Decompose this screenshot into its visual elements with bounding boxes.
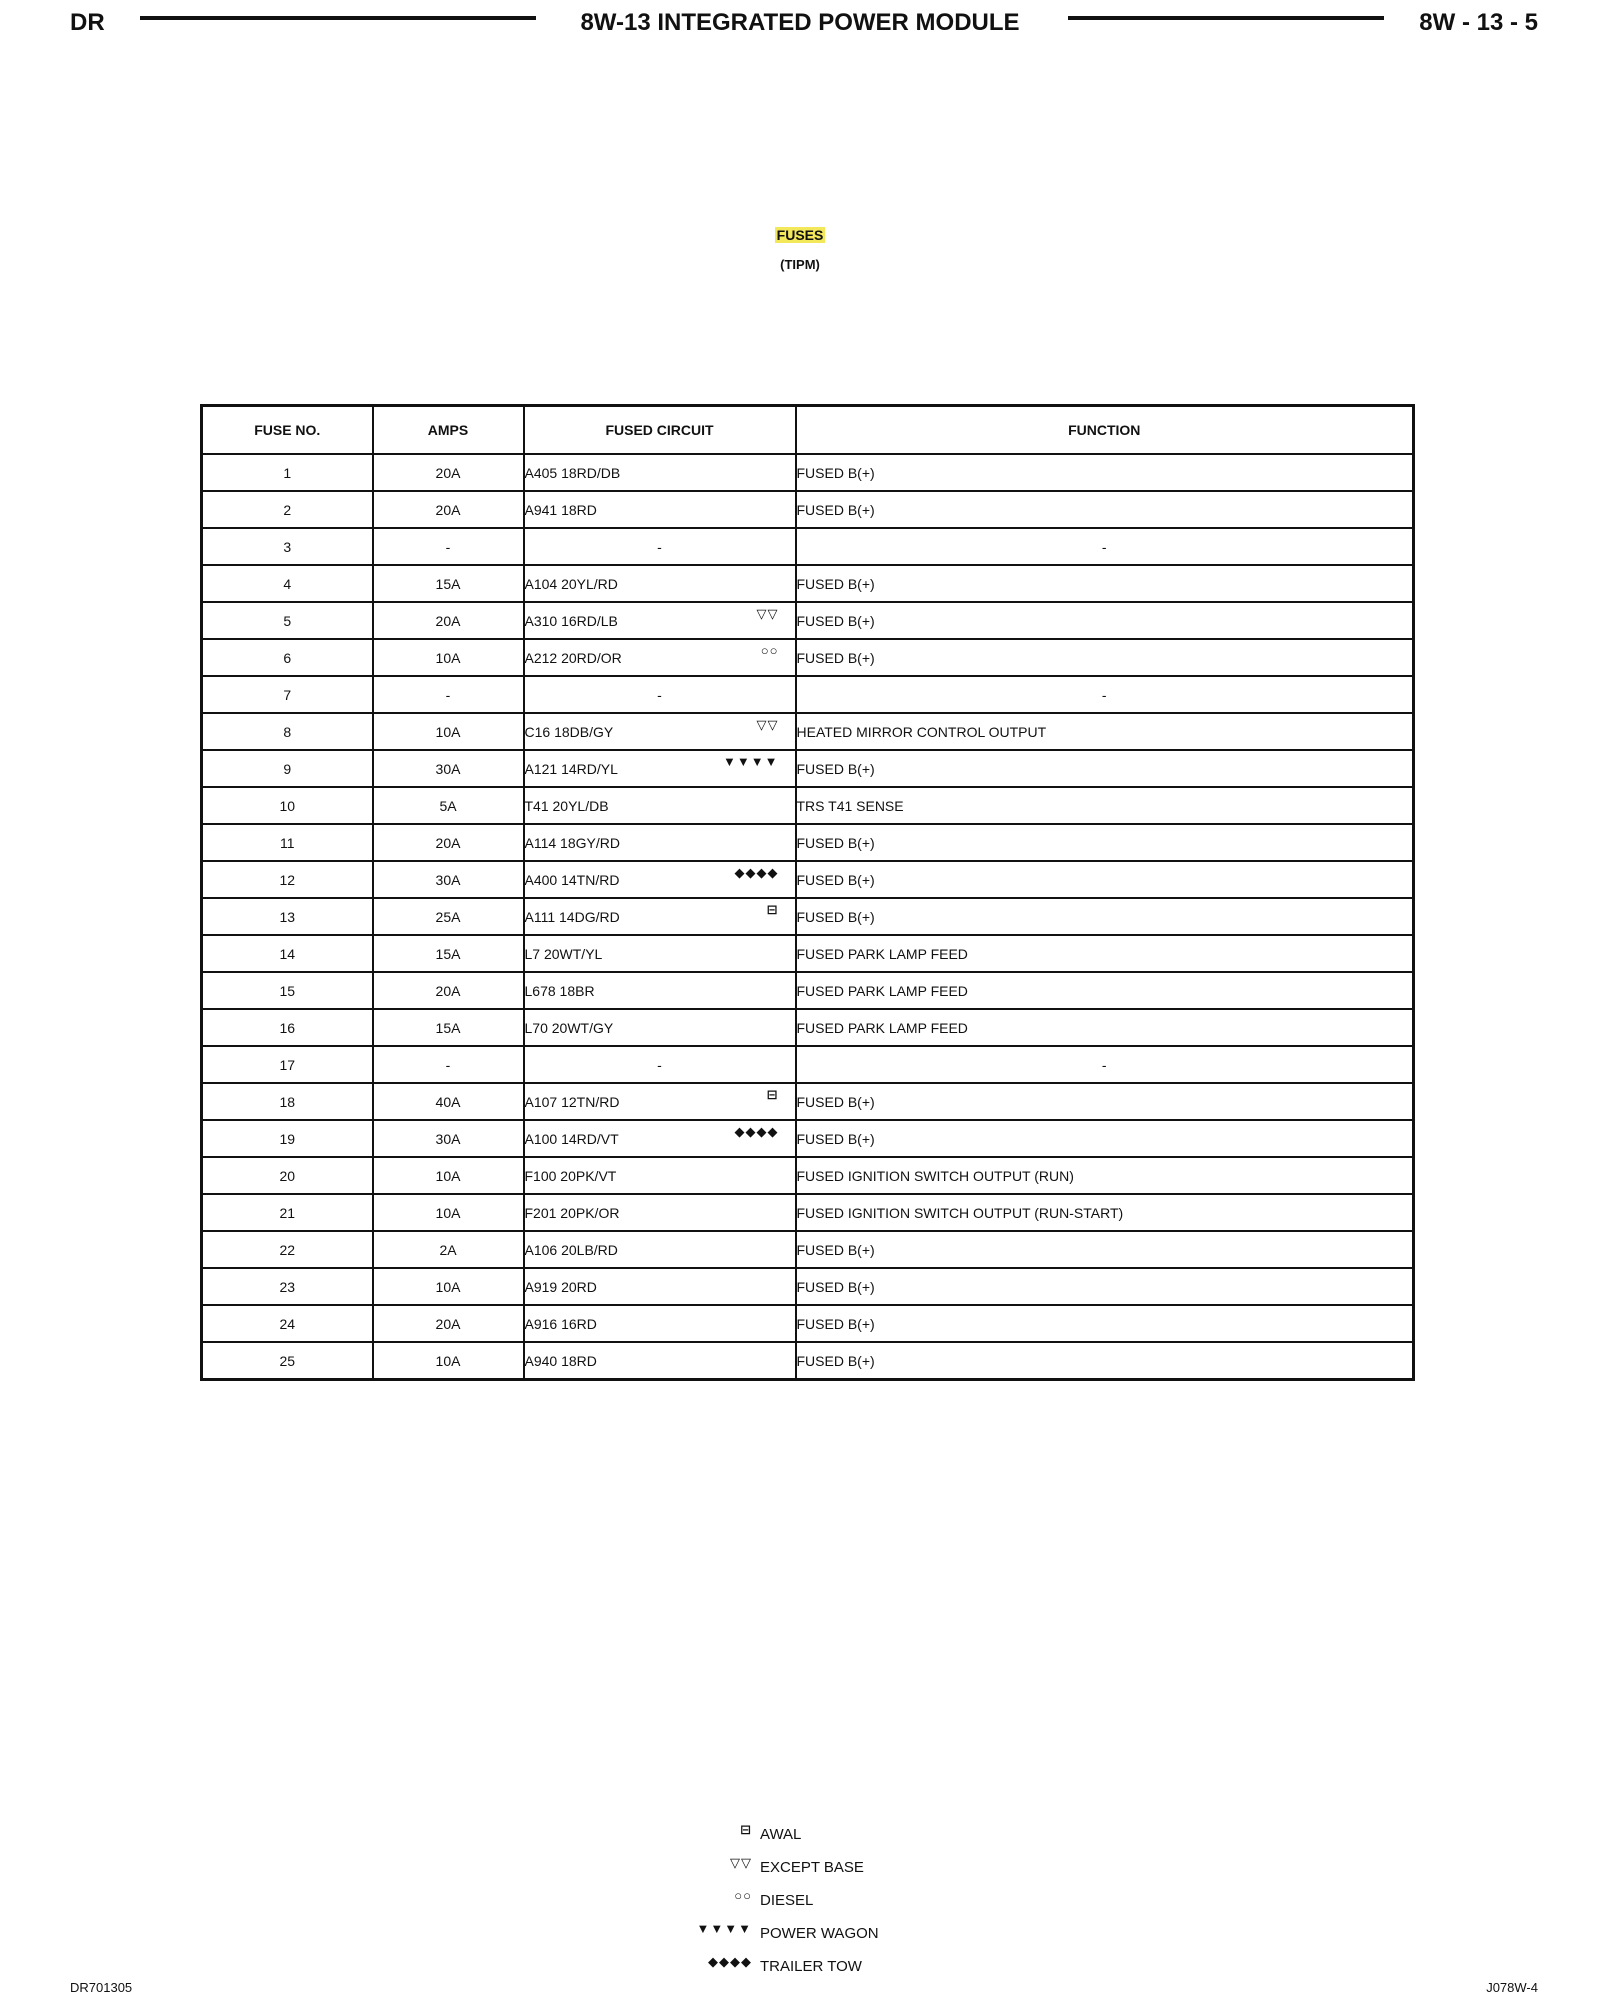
- cell-fuse-no: 9: [202, 750, 373, 787]
- circuit-code: A121 14RD/YL: [524, 760, 618, 777]
- cell-fuse-no: 10: [202, 787, 373, 824]
- table-row: [202, 750, 1414, 787]
- cell-fused-circuit: [524, 1194, 796, 1231]
- legend-label: POWER WAGON: [760, 1925, 879, 1942]
- cell-amps: 20A: [373, 824, 524, 861]
- cell-fuse-no: 18: [202, 1083, 373, 1120]
- cell-function: FUSED B(+): [796, 1231, 1414, 1268]
- cell-function: -: [796, 1046, 1414, 1083]
- cell-fused-circuit: [524, 898, 796, 935]
- cell-fused-circuit: [524, 750, 796, 787]
- cell-fuse-no: 21: [202, 1194, 373, 1231]
- table-row: [202, 861, 1414, 898]
- table-row: [202, 1305, 1414, 1342]
- cell-fuse-no: 19: [202, 1120, 373, 1157]
- option-symbol-icon: ⊟: [766, 1087, 779, 1102]
- circuit-code: A104 20YL/RD: [524, 575, 618, 592]
- cell-function: FUSED B(+): [796, 1342, 1414, 1380]
- cell-function: FUSED B(+): [796, 491, 1414, 528]
- cell-amps: 10A: [373, 639, 524, 676]
- circuit-code: -: [657, 686, 662, 703]
- header-section-code: DR: [70, 9, 105, 36]
- circuit-code: A310 16RD/LB: [524, 612, 618, 629]
- footer-document-id: DR701305: [70, 1980, 133, 1995]
- circuit-code: -: [657, 1056, 662, 1073]
- cell-function: FUSED B(+): [796, 750, 1414, 787]
- circuit-code: A941 18RD: [524, 501, 597, 518]
- cell-fuse-no: 12: [202, 861, 373, 898]
- table-row: [202, 1342, 1414, 1380]
- circuit-code: A212 20RD/OR: [524, 649, 622, 666]
- column-header-function: FUNCTION: [796, 406, 1414, 455]
- circuit-code: A107 12TN/RD: [524, 1093, 620, 1110]
- cell-fuse-no: 2: [202, 491, 373, 528]
- circuit-code: A940 18RD: [524, 1352, 597, 1369]
- cell-fused-circuit: [524, 454, 796, 491]
- cell-fused-circuit: [524, 1268, 796, 1305]
- page-number: 8W - 13 - 5: [1419, 9, 1538, 36]
- cell-amps: 10A: [373, 1194, 524, 1231]
- cell-fused-circuit: [524, 639, 796, 676]
- cell-fused-circuit: [524, 824, 796, 861]
- table-row: [202, 713, 1414, 750]
- cell-fuse-no: 22: [202, 1231, 373, 1268]
- cell-amps: 40A: [373, 1083, 524, 1120]
- cell-amps: -: [373, 676, 524, 713]
- table-row: [202, 787, 1414, 824]
- cell-function: FUSED B(+): [796, 861, 1414, 898]
- circuit-code: A919 20RD: [524, 1278, 597, 1295]
- cell-function: FUSED PARK LAMP FEED: [796, 935, 1414, 972]
- header-rule-right: [1068, 16, 1384, 20]
- table-row: [202, 1194, 1414, 1231]
- cell-fused-circuit: [524, 861, 796, 898]
- circuit-code: A916 16RD: [524, 1315, 597, 1332]
- cell-fuse-no: 3: [202, 528, 373, 565]
- cell-amps: -: [373, 1046, 524, 1083]
- table-header-row: [202, 406, 1414, 455]
- cell-amps: 30A: [373, 861, 524, 898]
- fuse-table: [200, 404, 1415, 1381]
- cell-amps: 20A: [373, 972, 524, 1009]
- cell-function: FUSED B(+): [796, 1268, 1414, 1305]
- circuit-code: F100 20PK/VT: [524, 1167, 617, 1184]
- cell-amps: -: [373, 528, 524, 565]
- table-row: [202, 1009, 1414, 1046]
- table-row: [202, 1231, 1414, 1268]
- cell-fused-circuit: [524, 528, 796, 565]
- table-row: [202, 602, 1414, 639]
- cell-amps: 30A: [373, 750, 524, 787]
- circuit-code: F201 20PK/OR: [524, 1204, 620, 1221]
- column-header-amps: AMPS: [373, 406, 524, 455]
- cell-fused-circuit: [524, 565, 796, 602]
- cell-fused-circuit: [524, 1305, 796, 1342]
- table-row: [202, 972, 1414, 1009]
- cell-function: FUSED B(+): [796, 1083, 1414, 1120]
- cell-fuse-no: 7: [202, 676, 373, 713]
- section-title: [0, 226, 1600, 244]
- cell-amps: 25A: [373, 898, 524, 935]
- cell-fused-circuit: [524, 972, 796, 1009]
- cell-amps: 10A: [373, 1268, 524, 1305]
- cell-amps: 20A: [373, 454, 524, 491]
- cell-amps: 10A: [373, 1342, 524, 1380]
- table-row: [202, 528, 1414, 565]
- cell-amps: 10A: [373, 1157, 524, 1194]
- column-header-fuse-no: FUSE NO.: [202, 406, 373, 455]
- option-symbol-icon: ▽▽: [756, 606, 779, 621]
- cell-amps: 15A: [373, 1009, 524, 1046]
- table-row: [202, 1120, 1414, 1157]
- circuit-code: A106 20LB/RD: [524, 1241, 618, 1258]
- cell-fuse-no: 20: [202, 1157, 373, 1194]
- circuit-code: A400 14TN/RD: [524, 871, 620, 888]
- cell-fuse-no: 24: [202, 1305, 373, 1342]
- legend-symbol-icon: ◆◆◆◆: [708, 1954, 752, 1969]
- cell-fuse-no: 13: [202, 898, 373, 935]
- section-title-text: FUSES: [776, 227, 824, 243]
- cell-fuse-no: 5: [202, 602, 373, 639]
- option-symbol-icon: ⊟: [766, 902, 779, 917]
- cell-function: FUSED PARK LAMP FEED: [796, 1009, 1414, 1046]
- circuit-code: L7 20WT/YL: [524, 945, 603, 962]
- table-row: [202, 565, 1414, 602]
- circuit-code: A405 18RD/DB: [524, 464, 621, 481]
- table-row: [202, 898, 1414, 935]
- cell-function: FUSED B(+): [796, 1120, 1414, 1157]
- cell-amps: 30A: [373, 1120, 524, 1157]
- cell-function: FUSED IGNITION SWITCH OUTPUT (RUN-START): [796, 1194, 1414, 1231]
- cell-fused-circuit: [524, 713, 796, 750]
- cell-function: FUSED PARK LAMP FEED: [796, 972, 1414, 1009]
- circuit-code: A111 14DG/RD: [524, 908, 620, 925]
- legend-symbol-icon: ▼▼▼▼: [696, 1921, 752, 1936]
- option-symbol-icon: ▽▽: [756, 717, 779, 732]
- cell-fuse-no: 15: [202, 972, 373, 1009]
- cell-fuse-no: 14: [202, 935, 373, 972]
- table-row: [202, 676, 1414, 713]
- cell-function: HEATED MIRROR CONTROL OUTPUT: [796, 713, 1414, 750]
- table-row: [202, 1157, 1414, 1194]
- option-symbol-icon: ○○: [760, 643, 779, 658]
- cell-function: FUSED B(+): [796, 824, 1414, 861]
- cell-function: FUSED B(+): [796, 565, 1414, 602]
- cell-fuse-no: 11: [202, 824, 373, 861]
- option-symbol-icon: ◆◆◆◆: [734, 865, 779, 880]
- cell-function: -: [796, 528, 1414, 565]
- option-symbol-icon: ▼▼▼▼: [723, 754, 779, 769]
- circuit-code: -: [657, 538, 662, 555]
- cell-fuse-no: 1: [202, 454, 373, 491]
- circuit-code: L678 18BR: [524, 982, 595, 999]
- footer-figure-id: J078W-4: [1486, 1980, 1538, 1995]
- table-row: [202, 454, 1414, 491]
- circuit-code: L70 20WT/GY: [524, 1019, 614, 1036]
- cell-function: TRS T41 SENSE: [796, 787, 1414, 824]
- cell-fused-circuit: [524, 676, 796, 713]
- cell-fused-circuit: [524, 1083, 796, 1120]
- legend-label: DIESEL: [760, 1892, 814, 1909]
- cell-function: FUSED IGNITION SWITCH OUTPUT (RUN): [796, 1157, 1414, 1194]
- cell-fused-circuit: [524, 1009, 796, 1046]
- cell-fused-circuit: [524, 935, 796, 972]
- cell-fused-circuit: [524, 1157, 796, 1194]
- cell-fused-circuit: [524, 1046, 796, 1083]
- cell-fuse-no: 17: [202, 1046, 373, 1083]
- legend-symbol-icon: ▽▽: [730, 1855, 752, 1870]
- table-row: [202, 824, 1414, 861]
- cell-fuse-no: 25: [202, 1342, 373, 1380]
- circuit-code: C16 18DB/GY: [524, 723, 614, 740]
- cell-fused-circuit: [524, 602, 796, 639]
- cell-function: FUSED B(+): [796, 454, 1414, 491]
- cell-fused-circuit: [524, 1342, 796, 1380]
- cell-function: FUSED B(+): [796, 898, 1414, 935]
- legend-symbol-icon: ○○: [734, 1888, 752, 1903]
- cell-fuse-no: 16: [202, 1009, 373, 1046]
- cell-fuse-no: 6: [202, 639, 373, 676]
- cell-fuse-no: 8: [202, 713, 373, 750]
- cell-fused-circuit: [524, 491, 796, 528]
- legend-label: TRAILER TOW: [760, 1958, 862, 1975]
- cell-amps: 2A: [373, 1231, 524, 1268]
- cell-function: FUSED B(+): [796, 1305, 1414, 1342]
- table-row: [202, 491, 1414, 528]
- cell-fused-circuit: [524, 1231, 796, 1268]
- circuit-code: A114 18GY/RD: [524, 834, 620, 851]
- cell-function: -: [796, 676, 1414, 713]
- cell-amps: 10A: [373, 713, 524, 750]
- column-header-fused-circuit: FUSED CIRCUIT: [524, 406, 796, 455]
- cell-fused-circuit: [524, 1120, 796, 1157]
- cell-function: FUSED B(+): [796, 639, 1414, 676]
- cell-amps: 15A: [373, 565, 524, 602]
- option-symbol-icon: ◆◆◆◆: [734, 1124, 779, 1139]
- table-row: [202, 1268, 1414, 1305]
- table-row: [202, 935, 1414, 972]
- page-title: 8W-13 INTEGRATED POWER MODULE: [580, 9, 1020, 36]
- cell-amps: 20A: [373, 1305, 524, 1342]
- cell-amps: 20A: [373, 602, 524, 639]
- cell-function: FUSED B(+): [796, 602, 1414, 639]
- legend-symbol-icon: ⊟: [740, 1822, 752, 1837]
- cell-amps: 15A: [373, 935, 524, 972]
- table-row: [202, 1083, 1414, 1120]
- cell-fuse-no: 23: [202, 1268, 373, 1305]
- circuit-code: A100 14RD/VT: [524, 1130, 619, 1147]
- cell-fuse-no: 4: [202, 565, 373, 602]
- table-row: [202, 1046, 1414, 1083]
- table-row: [202, 639, 1414, 676]
- cell-amps: 5A: [373, 787, 524, 824]
- legend-label: AWAL: [760, 1826, 802, 1843]
- cell-amps: 20A: [373, 491, 524, 528]
- cell-fused-circuit: [524, 787, 796, 824]
- circuit-code: T41 20YL/DB: [524, 797, 609, 814]
- legend-label: EXCEPT BASE: [760, 1859, 864, 1876]
- section-subtitle: (TIPM): [780, 257, 820, 272]
